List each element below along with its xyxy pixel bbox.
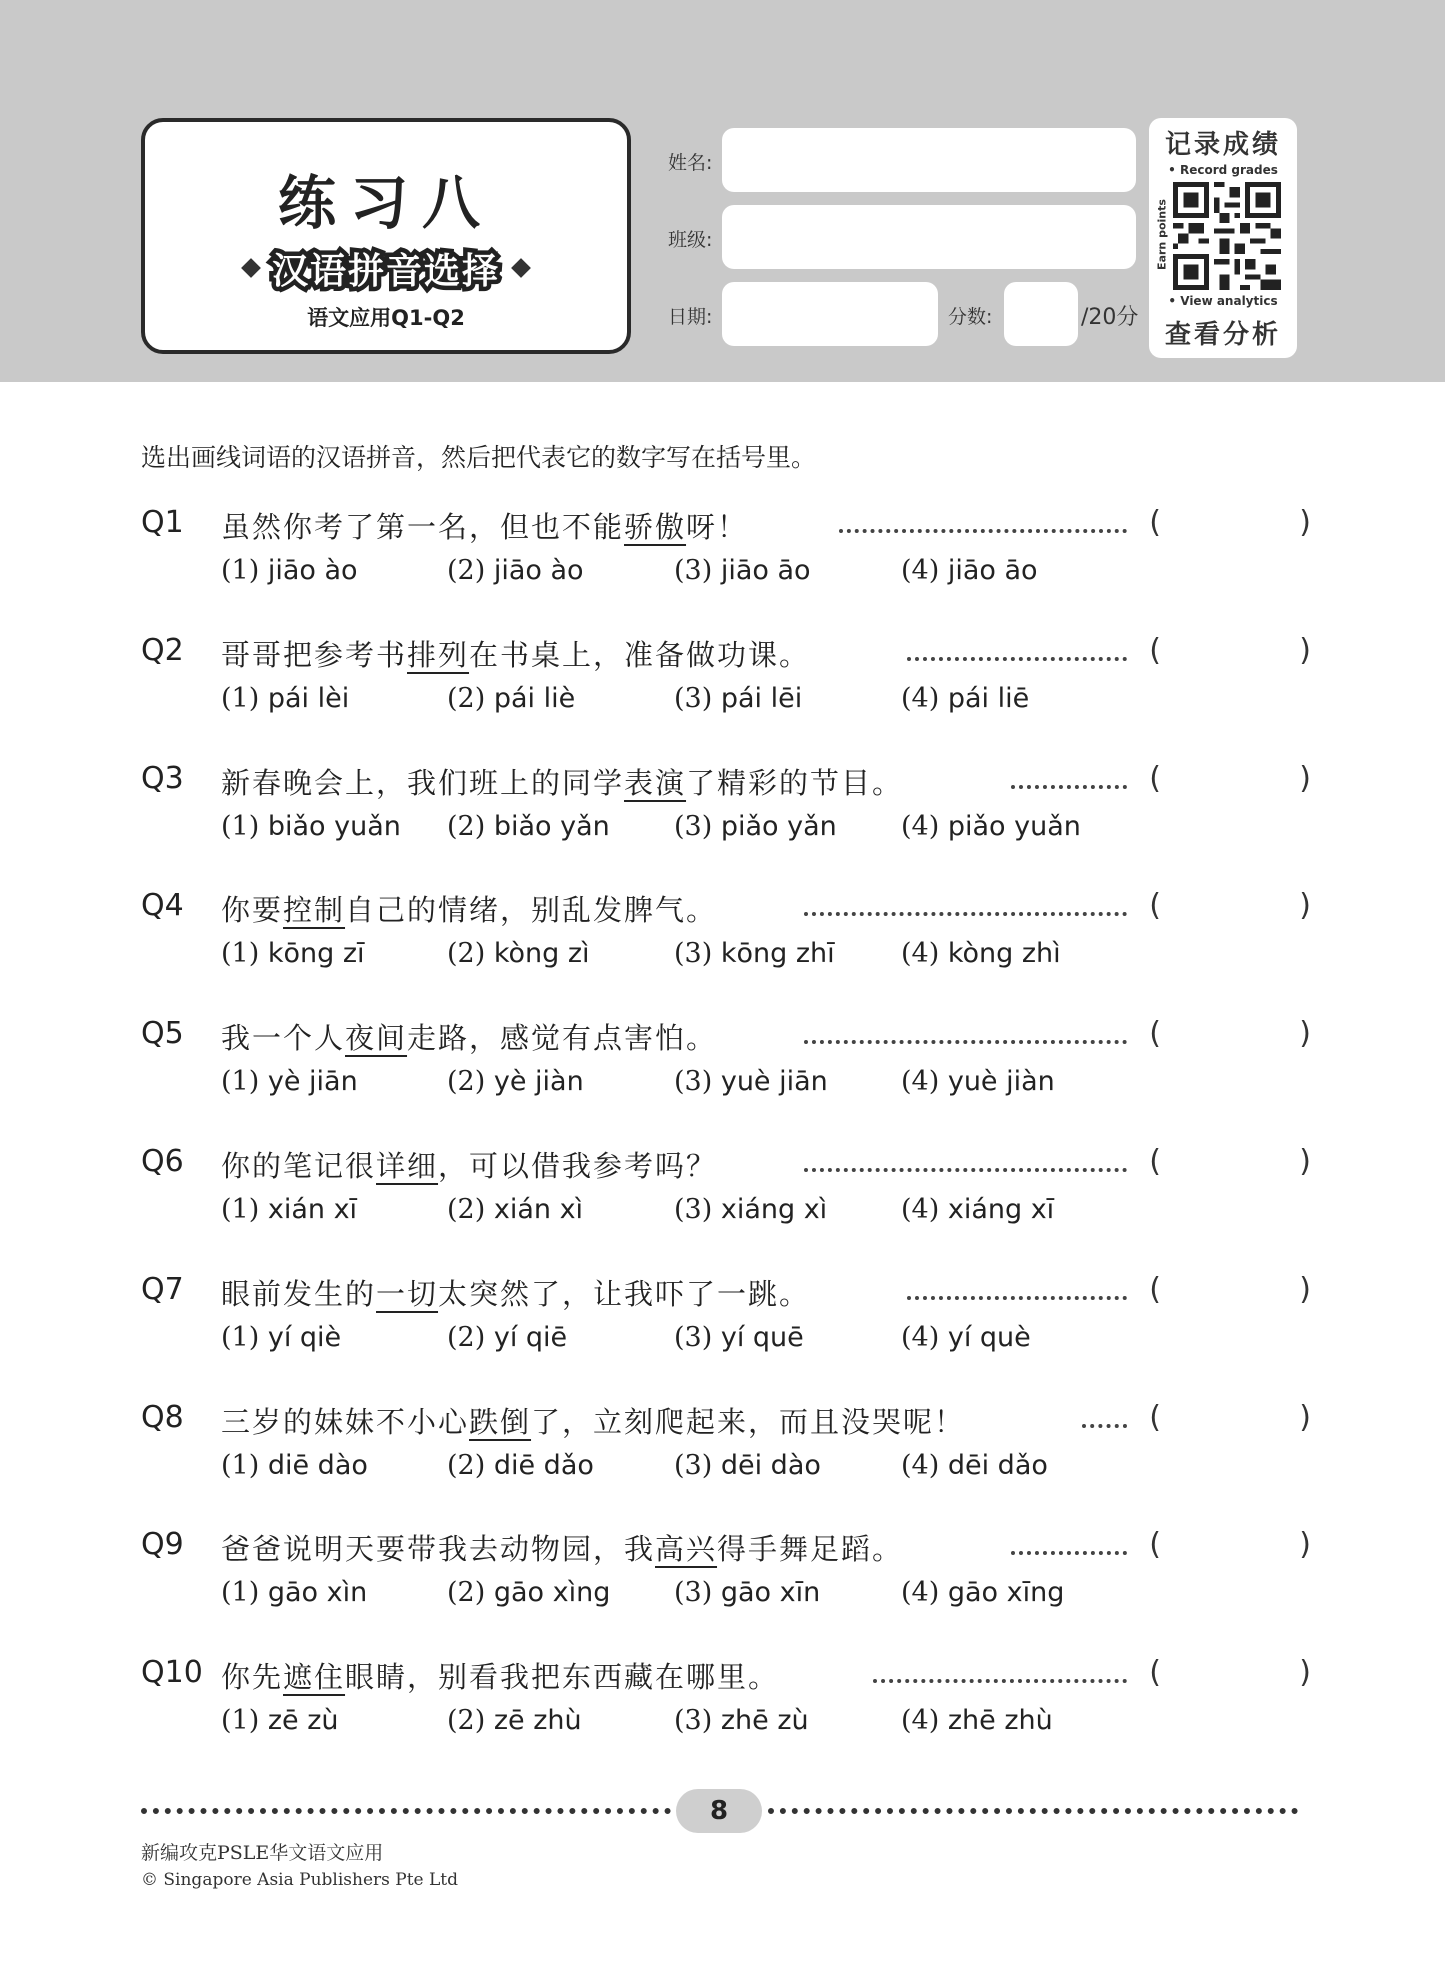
option-number: (1): [221, 1449, 260, 1481]
question-number: Q7: [141, 1271, 184, 1307]
option-number: (1): [221, 1705, 260, 1737]
dotted-leader: [839, 529, 1127, 533]
option-pinyin: jiāo āo: [720, 555, 811, 586]
dotted-leader: [1082, 1424, 1127, 1428]
option-pinyin: yí qiè: [267, 1321, 342, 1353]
answer-paren-close: ): [1299, 1655, 1311, 1691]
option-pinyin: diē dǎo: [493, 1449, 594, 1481]
option-pinyin: zē zhù: [493, 1705, 582, 1737]
score-total: /20分: [1081, 305, 1139, 330]
qr-earn-points: Earn points: [1155, 199, 1169, 270]
answer-option: [447, 1322, 567, 1353]
option-pinyin: yuè jiàn: [947, 1066, 1055, 1098]
question-text: [221, 1016, 717, 1057]
question-text: [221, 1144, 717, 1185]
option-number: (1): [221, 1194, 260, 1225]
option-pinyin: pái liè: [493, 682, 576, 714]
answer-option: [674, 1066, 828, 1097]
option-pinyin: pái lèi: [267, 682, 350, 714]
answer-option: [674, 1705, 809, 1736]
option-number: (4): [901, 810, 940, 842]
question-text-after: 得手舞足蹈。: [717, 1532, 904, 1567]
answer-option: [901, 1322, 1031, 1353]
underlined-word: 骄傲: [624, 510, 687, 544]
question-text: [221, 1527, 903, 1568]
question-text-after: 在书桌上，准备做功课。: [469, 637, 811, 672]
question-text-before: 你的笔记很: [221, 1149, 377, 1183]
question-text-before: 你先: [221, 1660, 284, 1695]
underlined-word: 遮住: [283, 1660, 346, 1695]
option-pinyin: yí quē: [720, 1321, 804, 1353]
answer-paren-open: (: [1149, 760, 1161, 796]
underlined-word: 排列: [407, 637, 470, 672]
option-pinyin: yè jiān: [267, 1066, 358, 1098]
question-number: Q8: [141, 1399, 184, 1435]
dotted-leader: [1011, 785, 1127, 789]
option-pinyin: diē dào: [267, 1449, 368, 1481]
option-number: (2): [447, 682, 486, 714]
answer-option: [901, 1577, 1064, 1608]
answer-paren-open: (: [1149, 1527, 1161, 1563]
option-number: (3): [674, 1194, 713, 1225]
option-pinyin: kòng zhì: [947, 938, 1061, 970]
option-pinyin: biǎo yuǎn: [267, 810, 401, 842]
option-number: (3): [674, 1066, 713, 1098]
answer-option: [221, 1194, 357, 1225]
question-text: [221, 1400, 965, 1441]
question-number: Q4: [141, 888, 184, 924]
option-number: (2): [447, 938, 486, 970]
answer-option: [901, 1705, 1053, 1736]
option-number: (4): [901, 1577, 940, 1609]
underlined-word: 跌倒: [469, 1404, 532, 1439]
option-number: (4): [901, 938, 940, 970]
answer-option: [447, 1194, 583, 1225]
question-text: [221, 505, 748, 546]
option-pinyin: gāo xìn: [267, 1577, 368, 1609]
option-pinyin: gāo xìng: [493, 1577, 611, 1609]
question-text-before: 虽然你考了第一名，但也不能: [221, 510, 625, 544]
question-text-before: 哥哥把参考书: [221, 637, 408, 672]
dotted-leader: [873, 1679, 1127, 1683]
answer-paren-close: ): [1299, 888, 1311, 924]
option-number: (1): [221, 1321, 260, 1353]
dotted-leader: [907, 1296, 1127, 1300]
qr-bottom-text: 查看分析: [1164, 320, 1281, 350]
question-text-after: 了精彩的节目。: [686, 765, 904, 800]
answer-option: [447, 811, 610, 842]
instruction-text: 选出画线词语的汉语拼音，然后把代表它的数字写在括号里。: [141, 443, 817, 472]
option-number: (4): [901, 1194, 940, 1225]
answer-option: [221, 938, 365, 969]
qr-top-text: 记录成绩: [1164, 130, 1281, 160]
question-text: [221, 1272, 810, 1313]
question-text-before: 爸爸说明天要带我去动物园，我: [221, 1532, 656, 1567]
question-text-after: 眼睛，别看我把东西藏在哪里。: [345, 1660, 780, 1695]
option-number: (4): [901, 1705, 940, 1737]
option-pinyin: zhē zù: [720, 1705, 809, 1737]
answer-option: [447, 555, 584, 586]
question-item: [141, 760, 1311, 881]
option-pinyin: jiāo āo: [947, 555, 1038, 586]
answer-option: [447, 1705, 582, 1736]
option-pinyin: xiáng xī: [947, 1194, 1055, 1225]
option-number: (3): [674, 555, 713, 586]
option-number: (3): [674, 1705, 713, 1737]
option-pinyin: piǎo yuǎn: [947, 810, 1081, 842]
question-item: [141, 1144, 1311, 1264]
answer-option: [674, 1194, 827, 1225]
underlined-word: 控制: [283, 893, 346, 928]
option-pinyin: jiāo ào: [267, 555, 358, 586]
subtitle-row: [145, 240, 627, 296]
answer-paren-close: ): [1299, 1016, 1311, 1052]
answer-paren-close: ): [1299, 632, 1311, 668]
option-pinyin: kōng zhī: [720, 938, 835, 970]
option-pinyin: yí qiē: [493, 1321, 568, 1353]
question-text: [221, 1655, 779, 1696]
qr-record-grades: • Record grades: [1168, 163, 1278, 177]
diamond-left-icon: [241, 258, 261, 278]
date-label: 日期:: [668, 306, 713, 328]
option-number: (2): [447, 1066, 486, 1098]
answer-option: [901, 1450, 1048, 1481]
option-pinyin: pái lēi: [720, 682, 803, 714]
answer-paren-close: ): [1299, 505, 1311, 540]
question-text-after: 太突然了，让我吓了一跳。: [438, 1276, 811, 1311]
class-label: 班级:: [668, 229, 713, 251]
option-number: (1): [221, 555, 260, 586]
option-pinyin: xián xī: [267, 1194, 358, 1225]
option-pinyin: biǎo yǎn: [493, 810, 610, 842]
class-field[interactable]: [722, 205, 1136, 269]
question-text-after: ，可以借我参考吗？: [438, 1149, 718, 1183]
option-number: (3): [674, 938, 713, 970]
question-item: [141, 1271, 1311, 1392]
answer-paren-open: (: [1149, 1016, 1161, 1052]
answer-paren-open: (: [1149, 505, 1161, 540]
footer-book-title: 新编攻克PSLE华文语文应用: [141, 1842, 384, 1864]
answer-option: [221, 1322, 341, 1353]
option-number: (2): [447, 1321, 486, 1353]
option-pinyin: xián xì: [493, 1194, 584, 1225]
score-label: 分数:: [948, 306, 993, 328]
answer-option: [674, 1577, 820, 1608]
answer-option: [674, 1322, 804, 1353]
option-pinyin: yuè jiān: [720, 1066, 828, 1098]
answer-option: [221, 1450, 368, 1481]
question-item: [141, 1655, 1311, 1775]
option-number: (4): [901, 682, 940, 714]
answer-option: [221, 1705, 339, 1736]
answer-option: [674, 683, 802, 714]
answer-option: [901, 1066, 1055, 1097]
qr-card[interactable]: [1149, 118, 1297, 358]
answer-paren-open: (: [1149, 1271, 1161, 1307]
answer-option: [221, 683, 349, 714]
answer-paren-open: (: [1149, 1655, 1161, 1691]
option-pinyin: zhē zhù: [947, 1705, 1053, 1737]
option-pinyin: piǎo yǎn: [720, 810, 837, 842]
question-text-after: 自己的情绪，别乱发脾气。: [345, 893, 718, 928]
answer-option: [447, 1577, 610, 1608]
option-number: (3): [674, 682, 713, 714]
footer-copyright: © Singapore Asia Publishers Pte Ltd: [141, 1870, 459, 1890]
question-text-after: 了，立刻爬起来，而且没哭呢！: [531, 1404, 966, 1439]
option-number: (2): [447, 1194, 486, 1225]
question-text-before: 你要: [221, 893, 284, 928]
question-text-before: 三岁的妹妹不小心: [221, 1404, 470, 1439]
option-pinyin: xiáng xì: [720, 1194, 828, 1225]
answer-paren-close: ): [1299, 1144, 1311, 1179]
answer-option: [221, 555, 358, 586]
question-number: Q6: [141, 1144, 184, 1179]
question-number: Q2: [141, 632, 184, 668]
question-number: Q9: [141, 1527, 184, 1563]
date-field[interactable]: [722, 282, 938, 346]
question-number: Q1: [141, 505, 184, 540]
footer-divider-left: [141, 1808, 671, 1814]
answer-option: [221, 1577, 367, 1608]
option-number: (1): [221, 810, 260, 842]
option-pinyin: yè jiàn: [493, 1066, 584, 1098]
question-item: [141, 1016, 1311, 1136]
question-text-after: 走路，感觉有点害怕。: [407, 1021, 718, 1056]
qr-code-icon[interactable]: [1173, 182, 1281, 290]
answer-paren-open: (: [1149, 1399, 1161, 1435]
answer-option: [221, 1066, 358, 1097]
score-field[interactable]: [1004, 282, 1078, 346]
option-pinyin: gāo xīn: [720, 1577, 821, 1609]
question-text: [221, 761, 903, 802]
question-text-after: 呀！: [686, 510, 749, 544]
exercise-title: 练习八: [277, 169, 494, 237]
question-item: [141, 1399, 1311, 1520]
option-number: (3): [674, 1577, 713, 1609]
underlined-word: 详细: [376, 1149, 439, 1183]
qr-view-analytics: • View analytics: [1168, 294, 1278, 308]
option-number: (1): [221, 1066, 260, 1098]
answer-paren-open: (: [1149, 632, 1161, 668]
name-label: 姓名:: [668, 152, 713, 174]
question-text-before: 新春晚会上，我们班上的同学: [221, 765, 625, 800]
option-pinyin: yí què: [947, 1321, 1031, 1353]
option-pinyin: pái liē: [947, 682, 1030, 714]
question-text-before: 我一个人: [221, 1021, 346, 1056]
dotted-leader: [804, 1040, 1127, 1044]
answer-option: [901, 811, 1081, 842]
question-text: [221, 888, 717, 929]
option-pinyin: dēi dào: [720, 1449, 821, 1481]
dotted-leader: [804, 1168, 1127, 1172]
underlined-word: 一切: [376, 1276, 439, 1311]
question-text: [221, 633, 810, 674]
option-number: (2): [447, 1705, 486, 1737]
answer-option: [447, 683, 575, 714]
option-number: (4): [901, 1066, 940, 1098]
option-number: (2): [447, 810, 486, 842]
underlined-word: 高兴: [655, 1532, 718, 1567]
answer-paren-open: (: [1149, 888, 1161, 924]
option-pinyin: kōng zī: [267, 938, 365, 970]
question-item: [141, 505, 1311, 625]
option-number: (3): [674, 1449, 713, 1481]
option-number: (4): [901, 555, 940, 586]
diamond-right-icon: [511, 258, 531, 278]
option-number: (2): [447, 1577, 486, 1609]
answer-paren-close: ): [1299, 1271, 1311, 1307]
option-number: (4): [901, 1449, 940, 1481]
dotted-leader: [804, 912, 1127, 916]
answer-option: [674, 1450, 821, 1481]
question-item: [141, 1527, 1311, 1647]
option-number: (1): [221, 1577, 260, 1609]
underlined-word: 表演: [624, 765, 687, 800]
dotted-leader: [907, 657, 1127, 661]
answer-option: [447, 938, 590, 969]
option-number: (2): [447, 1449, 486, 1481]
option-number: (3): [674, 1321, 713, 1353]
question-text-before: 眼前发生的: [221, 1276, 377, 1311]
option-number: (1): [221, 938, 260, 970]
answer-option: [447, 1066, 584, 1097]
footer-divider-right: [768, 1808, 1298, 1814]
answer-paren-close: ): [1299, 760, 1311, 796]
page-number: 8: [676, 1789, 762, 1833]
answer-option: [221, 811, 401, 842]
option-number: (1): [221, 682, 260, 714]
question-number: Q5: [141, 1016, 184, 1052]
option-number: (2): [447, 555, 486, 586]
answer-option: [901, 1194, 1054, 1225]
answer-option: [901, 683, 1029, 714]
option-pinyin: jiāo ào: [493, 555, 584, 586]
answer-paren-close: ): [1299, 1399, 1311, 1435]
question-number: Q3: [141, 760, 184, 796]
answer-paren-close: ): [1299, 1527, 1311, 1563]
answer-paren-open: (: [1149, 1144, 1161, 1179]
option-pinyin: zē zù: [267, 1705, 339, 1737]
exercise-reference: 语文应用Q1-Q2: [307, 306, 465, 330]
exercise-subtitle: 汉语拼音选择: [271, 250, 500, 292]
option-pinyin: dēi dǎo: [947, 1449, 1048, 1481]
question-item: [141, 888, 1311, 1008]
option-pinyin: gāo xīng: [947, 1577, 1065, 1609]
answer-option: [447, 1450, 594, 1481]
dotted-leader: [1011, 1551, 1127, 1555]
question-number: Q10: [141, 1655, 203, 1691]
option-number: (4): [901, 1321, 940, 1353]
answer-option: [674, 555, 811, 586]
underlined-word: 夜间: [345, 1021, 408, 1056]
answer-option: [674, 938, 835, 969]
option-number: (3): [674, 810, 713, 842]
option-pinyin: kòng zì: [493, 938, 590, 970]
answer-option: [901, 555, 1038, 586]
title-card: [141, 118, 631, 354]
question-item: [141, 632, 1311, 753]
answer-option: [674, 811, 837, 842]
name-field[interactable]: [722, 128, 1136, 192]
answer-option: [901, 938, 1061, 969]
